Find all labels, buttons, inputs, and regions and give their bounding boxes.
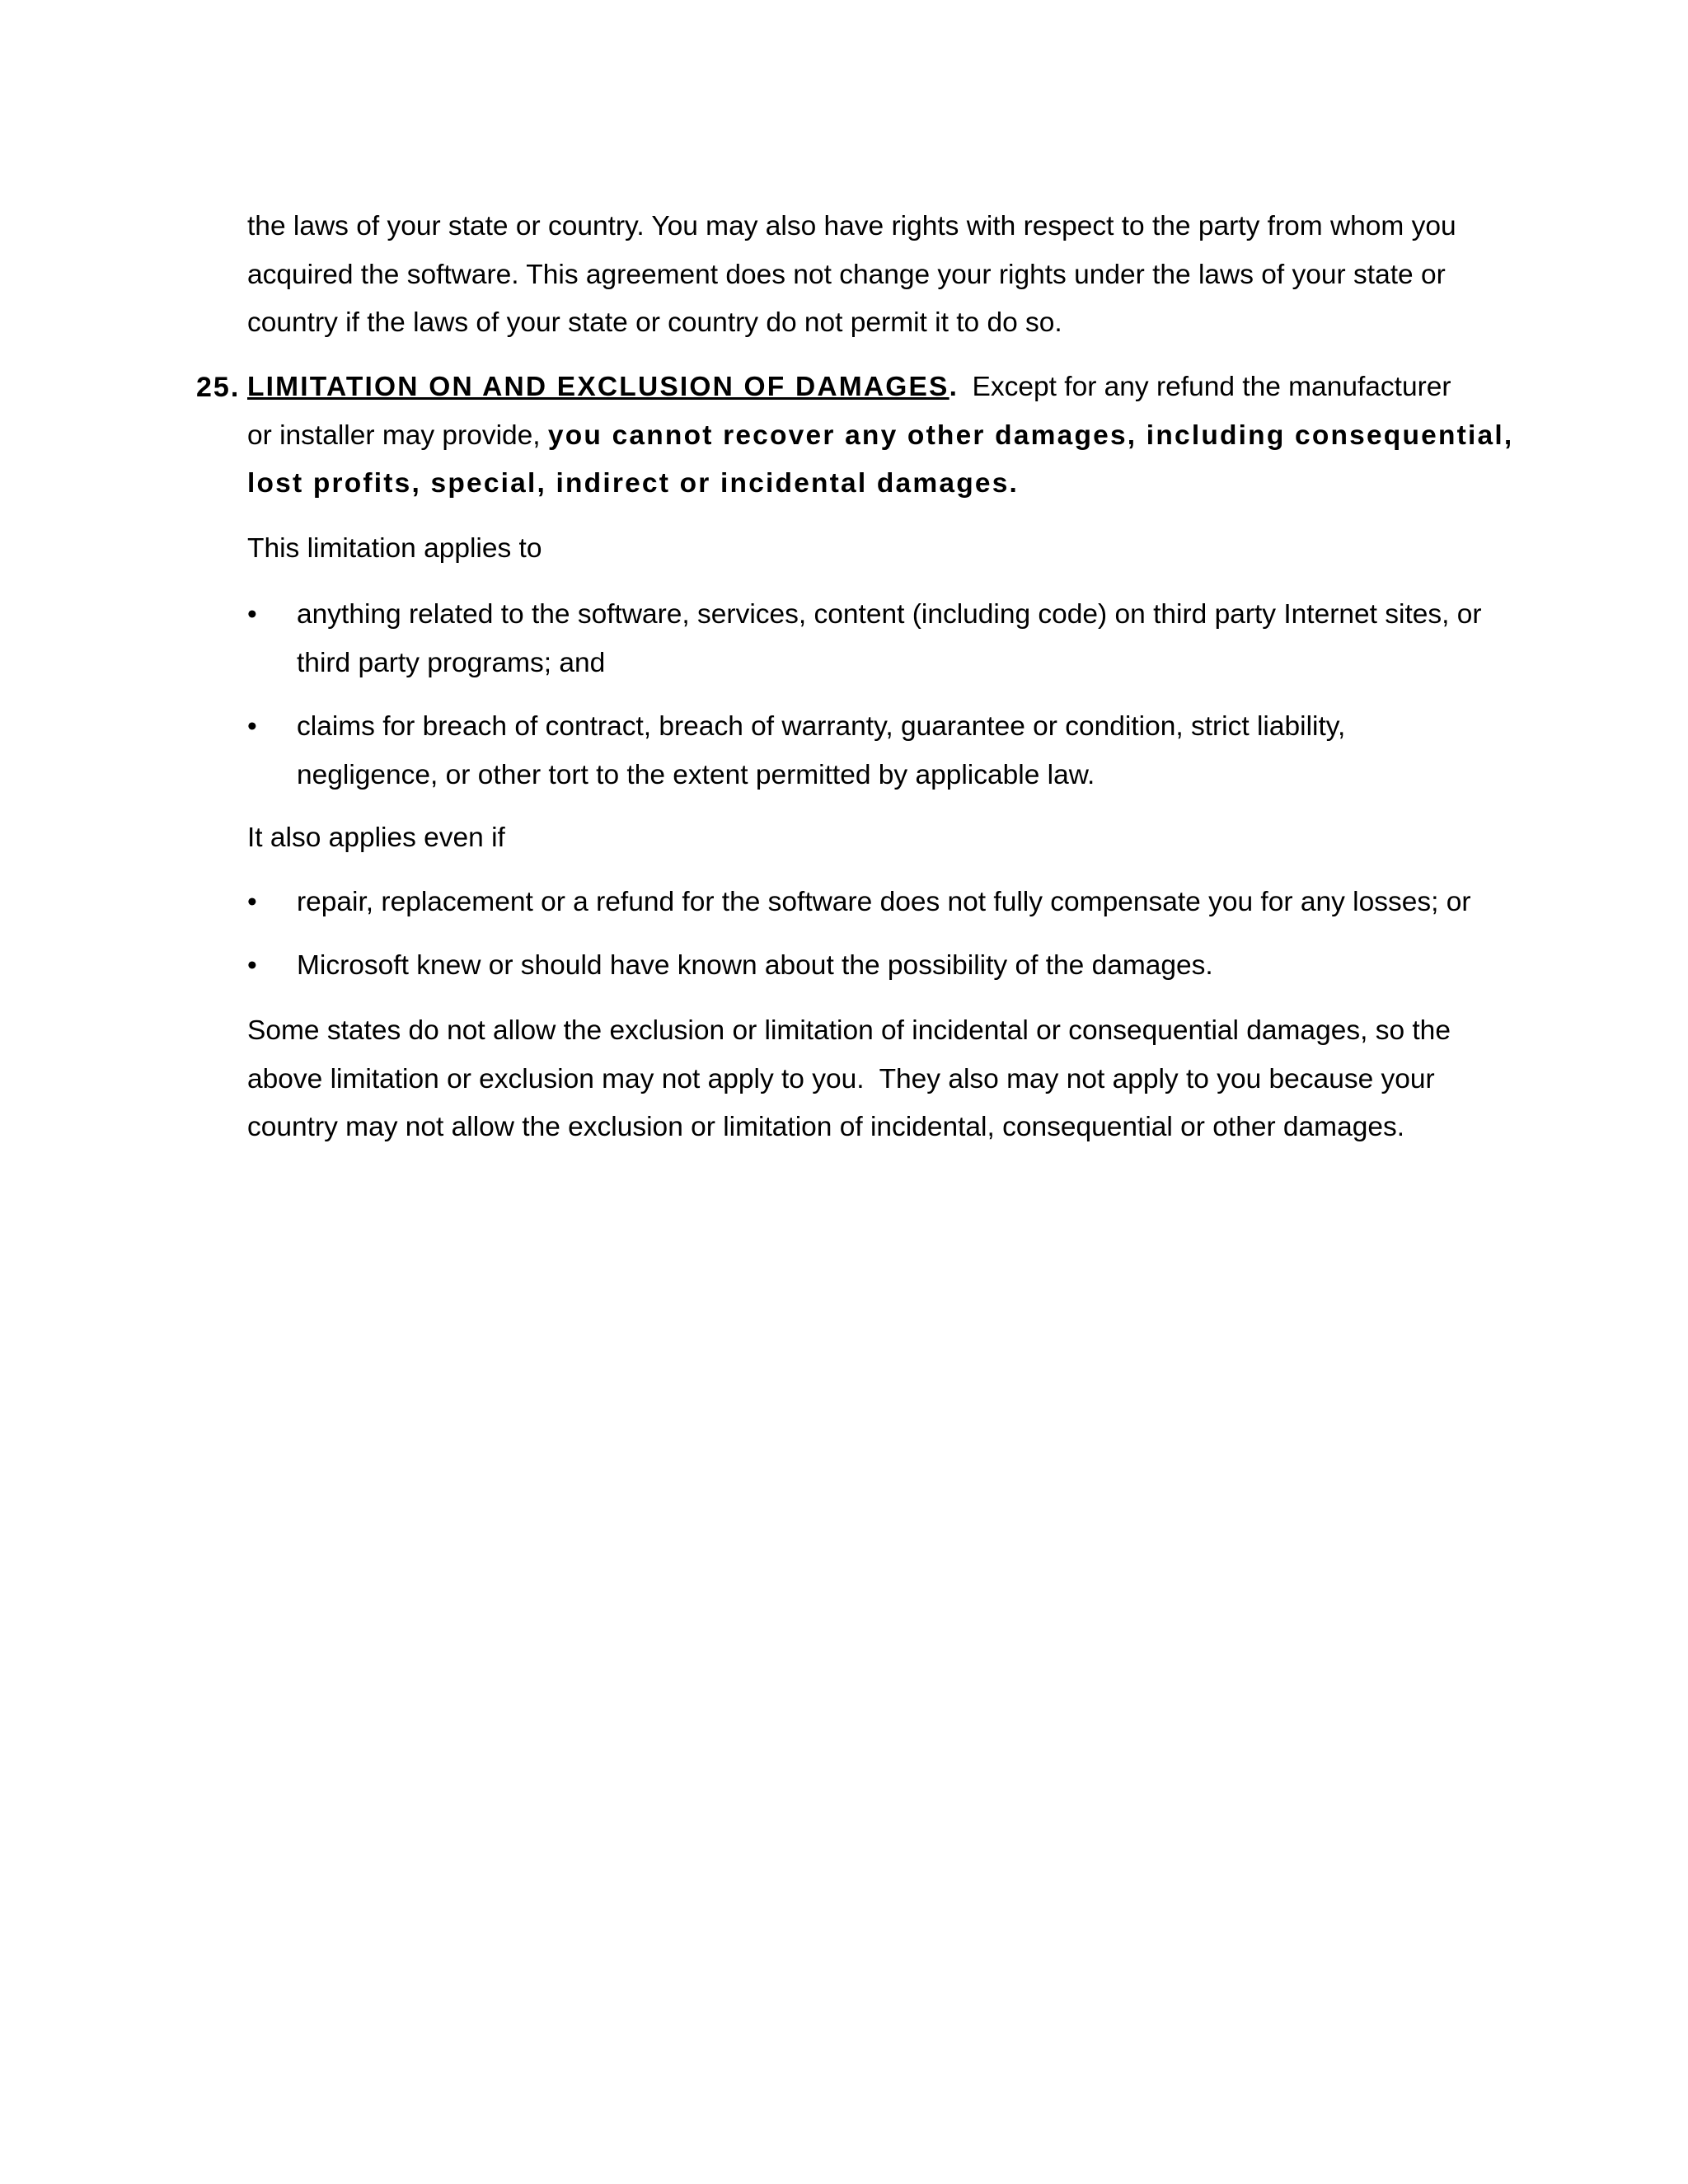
- intro-line: the laws of your state or country. You may also have rights with respect to the party from whom you: [247, 211, 1456, 241]
- bullet-line: third party programs; and: [297, 647, 606, 678]
- section-number: 25.: [196, 372, 241, 403]
- bullet-line: claims for breach of contract, breach of warranty, guarantee or condition, strict liability,: [297, 711, 1346, 742]
- bullet-line: anything related to the software, services, content (including code) on third party Internet sites, or: [297, 599, 1482, 630]
- closing-line: country may not allow the exclusion or limitation of incidental, consequential or other damages.: [247, 1112, 1405, 1142]
- bullet-icon: •: [247, 599, 257, 630]
- even-if-bullet-1: repair, replacement or a refund for the software does not fully compensate you for any losses; or: [297, 887, 1471, 917]
- section-line-1-text: Except for any refund the manufacturer: [956, 372, 1451, 402]
- section-paragraph: [247, 363, 1513, 509]
- bullet-icon: •: [247, 887, 257, 917]
- section-bold-clause: you cannot recover any other damages, including consequential,: [547, 419, 1514, 451]
- intro-paragraph: [247, 203, 1456, 348]
- closing-line: Some states do not allow the exclusion or limitation of incidental or consequential damages, so the: [247, 1015, 1451, 1046]
- applies-bullet-1: [297, 591, 1482, 687]
- section-line-1: [247, 363, 1513, 412]
- even-if-bullet-2: Microsoft knew or should have known about the possibility of the damages.: [297, 950, 1213, 981]
- section-line-2-text: or installer may provide,: [247, 419, 548, 451]
- section-bold-clause-end: lost profits, special, indirect or incidental damages.: [247, 468, 1020, 499]
- applies-to-label: This limitation applies to: [247, 533, 542, 564]
- closing-paragraph: [247, 1007, 1451, 1152]
- section-line-2: [247, 412, 1513, 461]
- bullet-icon: •: [247, 950, 257, 981]
- closing-line: above limitation or exclusion may not apply to you. They also may not apply to you because your: [247, 1063, 1435, 1094]
- even-if-label: It also applies even if: [247, 823, 505, 853]
- bullet-line: negligence, or other tort to the extent permitted by applicable law.: [297, 759, 1095, 790]
- intro-line: country if the laws of your state or country do not permit it to do so.: [247, 307, 1062, 338]
- section-heading-period: .: [949, 372, 957, 402]
- bullet-icon: •: [247, 711, 257, 742]
- applies-bullet-2: [297, 703, 1345, 799]
- intro-line: acquired the software. This agreement does not change your rights under the laws of your state or: [247, 259, 1446, 290]
- section-heading: LIMITATION ON AND EXCLUSION OF DAMAGES: [247, 372, 950, 402]
